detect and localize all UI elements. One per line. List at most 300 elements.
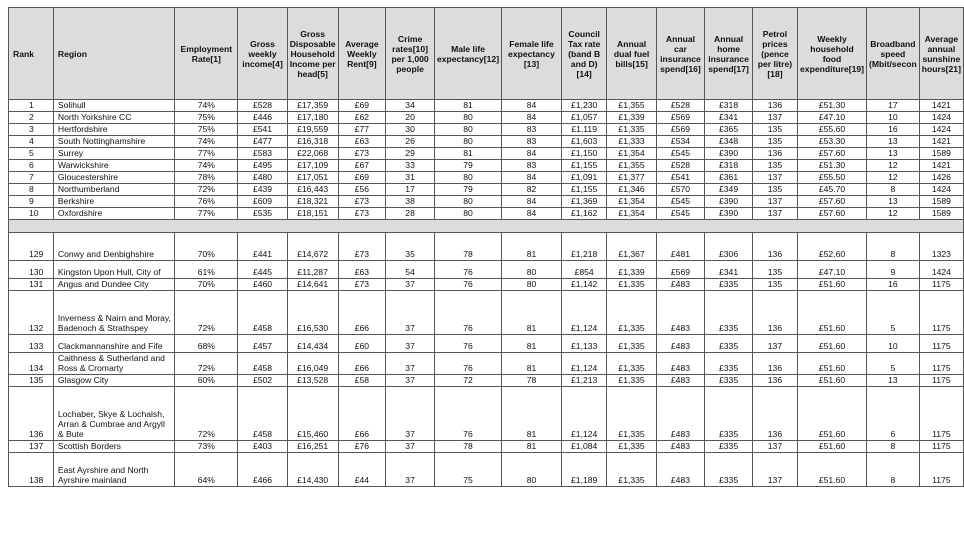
table-cell: £535 [238, 208, 287, 220]
table-cell: £477 [238, 136, 287, 148]
table-cell: £16,443 [287, 184, 338, 196]
table-cell: 1175 [919, 387, 963, 441]
table-cell: 72% [175, 291, 238, 335]
table-cell: £17,109 [287, 160, 338, 172]
table-cell: 64% [175, 453, 238, 487]
region-cell: Kingston Upon Hull, City of [53, 261, 174, 279]
table-cell: 72% [175, 353, 238, 375]
table-cell: £1,339 [607, 112, 656, 124]
table-cell: £13,528 [287, 375, 338, 387]
table-cell: £1,119 [561, 124, 607, 136]
column-header[interactable]: Annual dual fuel bills[15] [607, 8, 656, 100]
table-cell: £335 [705, 375, 753, 387]
table-cell: £22,068 [287, 148, 338, 160]
table-cell: £1,335 [607, 124, 656, 136]
table-cell: 1424 [919, 184, 963, 196]
column-header[interactable]: Region [53, 8, 174, 100]
table-cell: £66 [338, 353, 386, 375]
table-cell: £1,124 [561, 291, 607, 335]
table-cell: £62 [338, 112, 386, 124]
table-cell: £458 [238, 353, 287, 375]
table-cell: £466 [238, 453, 287, 487]
rank-cell: 10 [9, 208, 54, 220]
table-cell: 78 [434, 233, 501, 261]
regions-table [8, 7, 964, 487]
region-cell: Caithness & Sutherland and Ross & Cromarty [53, 353, 174, 375]
table-cell: 35 [386, 233, 435, 261]
column-header[interactable]: Rank [9, 8, 54, 100]
table-cell: £44 [338, 453, 386, 487]
table-cell: 37 [386, 335, 435, 353]
table-cell: 12 [867, 172, 920, 184]
table-cell: £318 [705, 160, 753, 172]
table-row[interactable] [9, 172, 964, 184]
table-cell: £458 [238, 387, 287, 441]
table-cell: 136 [752, 291, 797, 335]
table-cell: £1,339 [607, 261, 656, 279]
column-header[interactable]: Council Tax rate (band B and D)[14] [561, 8, 607, 100]
region-cell: Solihull [53, 100, 174, 112]
table-cell: 137 [752, 335, 797, 353]
table-cell: 135 [752, 184, 797, 196]
table-cell: £19,559 [287, 124, 338, 136]
table-cell: 80 [502, 261, 562, 279]
table-cell: 136 [752, 375, 797, 387]
table-cell: £51.30 [798, 160, 867, 172]
table-cell: £1,057 [561, 112, 607, 124]
table-row[interactable] [9, 233, 964, 261]
table-cell: 13 [867, 148, 920, 160]
table-cell: 80 [502, 279, 562, 291]
table-cell: £60 [338, 335, 386, 353]
region-cell: East Ayrshire and North Ayrshire mainland [53, 453, 174, 487]
table-cell: £446 [238, 112, 287, 124]
column-header[interactable]: Gross weekly income[4] [238, 8, 287, 100]
table-row[interactable] [9, 353, 964, 375]
table-cell: 9 [867, 261, 920, 279]
table-cell: £480 [238, 172, 287, 184]
column-header[interactable]: Male life expectancy[12] [434, 8, 501, 100]
table-cell: 136 [752, 233, 797, 261]
table-cell: 72% [175, 184, 238, 196]
table-cell: £1,335 [607, 279, 656, 291]
table-cell: £1,354 [607, 208, 656, 220]
table-cell: 17 [867, 100, 920, 112]
table-cell: 5 [867, 291, 920, 335]
table-cell: £66 [338, 291, 386, 335]
column-header[interactable]: Employment Rate[1] [175, 8, 238, 100]
table-cell: £1,335 [607, 387, 656, 441]
table-cell: 82 [502, 184, 562, 196]
table-cell: 136 [752, 387, 797, 441]
table-cell: £1,124 [561, 387, 607, 441]
table-cell: £335 [705, 453, 753, 487]
table-cell: £483 [656, 291, 705, 335]
table-cell: £14,672 [287, 233, 338, 261]
table-row[interactable] [9, 112, 964, 124]
table-cell: 79 [434, 184, 501, 196]
table-cell: £17,051 [287, 172, 338, 184]
table-cell: £1,155 [561, 160, 607, 172]
table-cell: 78% [175, 172, 238, 184]
header-row [9, 8, 964, 100]
rank-cell: 134 [9, 353, 54, 375]
table-cell: 135 [752, 124, 797, 136]
table-cell: 136 [752, 353, 797, 375]
table-cell: £51.60 [798, 453, 867, 487]
table-cell: 34 [386, 100, 435, 112]
table-cell: £609 [238, 196, 287, 208]
table-cell: £1,367 [607, 233, 656, 261]
table-cell: £1,133 [561, 335, 607, 353]
table-row[interactable] [9, 160, 964, 172]
table-cell: 10 [867, 112, 920, 124]
table-cell: £365 [705, 124, 753, 136]
table-cell: £854 [561, 261, 607, 279]
column-header[interactable]: Petrol prices (pence per litre)[18] [752, 8, 797, 100]
table-cell: £52.60 [798, 233, 867, 261]
table-cell: 81 [502, 387, 562, 441]
table-cell: 37 [386, 387, 435, 441]
table-cell: £69 [338, 172, 386, 184]
table-cell: £18,151 [287, 208, 338, 220]
table-cell: £483 [656, 441, 705, 453]
table-cell: £341 [705, 112, 753, 124]
table-cell: £1,377 [607, 172, 656, 184]
table-cell: 1175 [919, 453, 963, 487]
table-cell: 81 [502, 335, 562, 353]
table-cell: 68% [175, 335, 238, 353]
table-cell: 76% [175, 196, 238, 208]
rank-cell: 9 [9, 196, 54, 208]
table-cell: £1,354 [607, 148, 656, 160]
table-cell: £318 [705, 100, 753, 112]
table-cell: 79 [434, 160, 501, 172]
table-cell: 13 [867, 136, 920, 148]
table-row[interactable] [9, 387, 964, 441]
table-cell: £335 [705, 387, 753, 441]
table-cell: £445 [238, 261, 287, 279]
table-cell: 1589 [919, 148, 963, 160]
table-cell: 1424 [919, 112, 963, 124]
table-cell: 72% [175, 387, 238, 441]
table-cell: 31 [386, 172, 435, 184]
table-cell: 81 [434, 148, 501, 160]
table-cell: 80 [434, 208, 501, 220]
region-cell: Angus and Dundee City [53, 279, 174, 291]
table-cell: £545 [656, 148, 705, 160]
table-cell: £77 [338, 124, 386, 136]
table-cell: 8 [867, 233, 920, 261]
region-cell: Conwy and Denbighshire [53, 233, 174, 261]
table-cell: 29 [386, 148, 435, 160]
table-cell: £1,354 [607, 196, 656, 208]
separator-row [9, 220, 964, 233]
table-row[interactable] [9, 136, 964, 148]
rank-cell: 1 [9, 100, 54, 112]
table-cell: 80 [434, 124, 501, 136]
table-cell: £458 [238, 291, 287, 335]
table-cell: 1323 [919, 233, 963, 261]
table-cell: 137 [752, 208, 797, 220]
table-cell: 135 [752, 160, 797, 172]
region-cell: Warwickshire [53, 160, 174, 172]
table-cell: 135 [752, 279, 797, 291]
table-cell: £1,091 [561, 172, 607, 184]
table-cell: 83 [502, 136, 562, 148]
column-header[interactable]: Gross Disposable Household Income per head[5] [287, 8, 338, 100]
table-cell: 61% [175, 261, 238, 279]
table-cell: 1421 [919, 136, 963, 148]
table-cell: 37 [386, 441, 435, 453]
table-cell: 33 [386, 160, 435, 172]
table-cell: 76 [434, 387, 501, 441]
table-cell: £69 [338, 100, 386, 112]
table-cell: £73 [338, 279, 386, 291]
rank-cell: 129 [9, 233, 54, 261]
table-cell: 1175 [919, 375, 963, 387]
table-cell: 84 [502, 196, 562, 208]
table-row[interactable] [9, 184, 964, 196]
table-cell: 5 [867, 353, 920, 375]
table-cell: £569 [656, 261, 705, 279]
table-row[interactable] [9, 100, 964, 112]
table-cell: £390 [705, 196, 753, 208]
table-cell: £16,530 [287, 291, 338, 335]
table-cell: 83 [502, 160, 562, 172]
table-cell: £1,084 [561, 441, 607, 453]
table-cell: £57.60 [798, 148, 867, 160]
table-cell: 84 [502, 148, 562, 160]
table-cell: 1175 [919, 335, 963, 353]
table-cell: £17,359 [287, 100, 338, 112]
table-cell: £1,355 [607, 160, 656, 172]
table-cell: 1421 [919, 160, 963, 172]
table-cell: 75% [175, 124, 238, 136]
table-cell: £483 [656, 453, 705, 487]
table-cell: 37 [386, 453, 435, 487]
table-cell: £1,346 [607, 184, 656, 196]
table-cell: 81 [502, 291, 562, 335]
table-cell: £51.60 [798, 387, 867, 441]
table-cell: £460 [238, 279, 287, 291]
table-cell: £390 [705, 148, 753, 160]
table-row[interactable] [9, 291, 964, 335]
table-cell: £483 [656, 279, 705, 291]
table-cell: £335 [705, 441, 753, 453]
table-cell: £541 [238, 124, 287, 136]
table-cell: £15,460 [287, 387, 338, 441]
rank-cell: 136 [9, 387, 54, 441]
table-cell: 78 [434, 441, 501, 453]
table-cell: £1,124 [561, 353, 607, 375]
table-cell: 77% [175, 148, 238, 160]
table-cell: £57.60 [798, 196, 867, 208]
region-cell: Glasgow City [53, 375, 174, 387]
column-header[interactable]: Broadband speed (Mbit/secon [867, 8, 920, 100]
region-cell: Clackmannanshire and Fife [53, 335, 174, 353]
rank-cell: 2 [9, 112, 54, 124]
table-cell: 74% [175, 100, 238, 112]
table-cell: £18,321 [287, 196, 338, 208]
table-cell: 78 [502, 375, 562, 387]
table-cell: 1421 [919, 100, 963, 112]
table-row[interactable] [9, 279, 964, 291]
table-cell: £1,230 [561, 100, 607, 112]
table-cell: 80 [434, 112, 501, 124]
table-cell: £51.30 [798, 100, 867, 112]
table-row[interactable] [9, 196, 964, 208]
table-row[interactable] [9, 148, 964, 160]
table-cell: £483 [656, 335, 705, 353]
rank-cell: 7 [9, 172, 54, 184]
table-cell: £51.60 [798, 291, 867, 335]
table-row[interactable] [9, 261, 964, 279]
table-cell: £569 [656, 124, 705, 136]
column-header[interactable]: Average Weekly Rent[9] [338, 8, 386, 100]
table-row[interactable] [9, 441, 964, 453]
table-cell: 137 [752, 453, 797, 487]
table-cell: £51.60 [798, 279, 867, 291]
column-header[interactable]: Average annual sunshine hours[21] [919, 8, 963, 100]
table-cell: £1,218 [561, 233, 607, 261]
table-cell: £57.60 [798, 208, 867, 220]
table-cell: £56 [338, 184, 386, 196]
table-cell: £528 [656, 100, 705, 112]
column-header[interactable]: Female life expectancy [13] [502, 8, 562, 100]
column-header[interactable]: Annual car insurance spend[16] [656, 8, 705, 100]
column-header[interactable]: Annual home insurance spend[17] [705, 8, 753, 100]
table-cell: 1424 [919, 124, 963, 136]
table-cell: £390 [705, 208, 753, 220]
table-cell: 30 [386, 124, 435, 136]
table-cell: 76 [434, 291, 501, 335]
table-cell: £545 [656, 208, 705, 220]
table-cell: £1,213 [561, 375, 607, 387]
table-cell: £16,049 [287, 353, 338, 375]
table-cell: £1,142 [561, 279, 607, 291]
table-cell: 76 [434, 261, 501, 279]
table-cell: £47.10 [798, 261, 867, 279]
table-cell: 1424 [919, 261, 963, 279]
table-cell: 80 [434, 172, 501, 184]
table-cell: 60% [175, 375, 238, 387]
table-cell: £1,333 [607, 136, 656, 148]
table-cell: £335 [705, 291, 753, 335]
table-cell: 1175 [919, 353, 963, 375]
table-row[interactable] [9, 375, 964, 387]
table-cell: 84 [502, 100, 562, 112]
table-cell: 73% [175, 441, 238, 453]
table-cell: 84 [502, 172, 562, 184]
table-cell: £1,369 [561, 196, 607, 208]
table-cell: 135 [752, 136, 797, 148]
table-cell: £1,335 [607, 375, 656, 387]
table-row[interactable] [9, 453, 964, 487]
table-cell: 70% [175, 233, 238, 261]
table-cell: £73 [338, 233, 386, 261]
table-cell: £16,318 [287, 136, 338, 148]
rank-cell: 135 [9, 375, 54, 387]
table-cell: 81 [502, 353, 562, 375]
column-header[interactable]: Crime rates[10] per 1,000 people [386, 8, 435, 100]
rank-cell: 3 [9, 124, 54, 136]
table-cell: £16,251 [287, 441, 338, 453]
table-cell: £348 [705, 136, 753, 148]
table-cell: £67 [338, 160, 386, 172]
table-cell: 83 [502, 124, 562, 136]
region-cell: Surrey [53, 148, 174, 160]
table-cell: 137 [752, 441, 797, 453]
table-cell: £335 [705, 353, 753, 375]
table-cell: £349 [705, 184, 753, 196]
table-cell: 8 [867, 453, 920, 487]
rank-cell: 4 [9, 136, 54, 148]
table-cell: 13 [867, 375, 920, 387]
table-cell: 8 [867, 184, 920, 196]
table-cell: 72 [434, 375, 501, 387]
table-cell: 76 [434, 335, 501, 353]
table-cell: £1,335 [607, 353, 656, 375]
region-cell: Lochaber, Skye & Lochalsh, Arran & Cumbrae and Argyll & Bute [53, 387, 174, 441]
table-cell: £1,150 [561, 148, 607, 160]
table-cell: 1426 [919, 172, 963, 184]
table-cell: 10 [867, 335, 920, 353]
rank-cell: 6 [9, 160, 54, 172]
table-row[interactable] [9, 124, 964, 136]
region-cell: South Nottinghamshire [53, 136, 174, 148]
table-cell: £483 [656, 353, 705, 375]
table-cell: 1175 [919, 279, 963, 291]
table-cell: 77% [175, 208, 238, 220]
table-cell: £63 [338, 261, 386, 279]
rank-cell: 133 [9, 335, 54, 353]
table-cell: £66 [338, 387, 386, 441]
table-cell: 137 [752, 172, 797, 184]
table-cell: £528 [238, 100, 287, 112]
rank-cell: 131 [9, 279, 54, 291]
table-cell: £441 [238, 233, 287, 261]
separator-cell [9, 220, 964, 233]
table-cell: 74% [175, 136, 238, 148]
table-cell: 137 [752, 196, 797, 208]
table-cell: 37 [386, 279, 435, 291]
table-cell: £51.60 [798, 335, 867, 353]
table-cell: £403 [238, 441, 287, 453]
table-cell: £1,335 [607, 335, 656, 353]
table-cell: £1,162 [561, 208, 607, 220]
table-cell: £502 [238, 375, 287, 387]
table-cell: 80 [502, 453, 562, 487]
table-cell: 75% [175, 112, 238, 124]
table-row[interactable] [9, 335, 964, 353]
table-cell: £483 [656, 387, 705, 441]
table-cell: £51.60 [798, 353, 867, 375]
table-cell: 84 [502, 112, 562, 124]
column-header[interactable]: Weekly household food expenditure[19] [798, 8, 867, 100]
table-cell: 1175 [919, 441, 963, 453]
table-cell: £14,430 [287, 453, 338, 487]
table-cell: 26 [386, 136, 435, 148]
table-cell: £335 [705, 335, 753, 353]
table-cell: 1589 [919, 196, 963, 208]
table-cell: £335 [705, 279, 753, 291]
table-cell: 75 [434, 453, 501, 487]
table-cell: £483 [656, 375, 705, 387]
table-cell: £47.10 [798, 112, 867, 124]
table-row[interactable] [9, 208, 964, 220]
table-cell: £1,603 [561, 136, 607, 148]
